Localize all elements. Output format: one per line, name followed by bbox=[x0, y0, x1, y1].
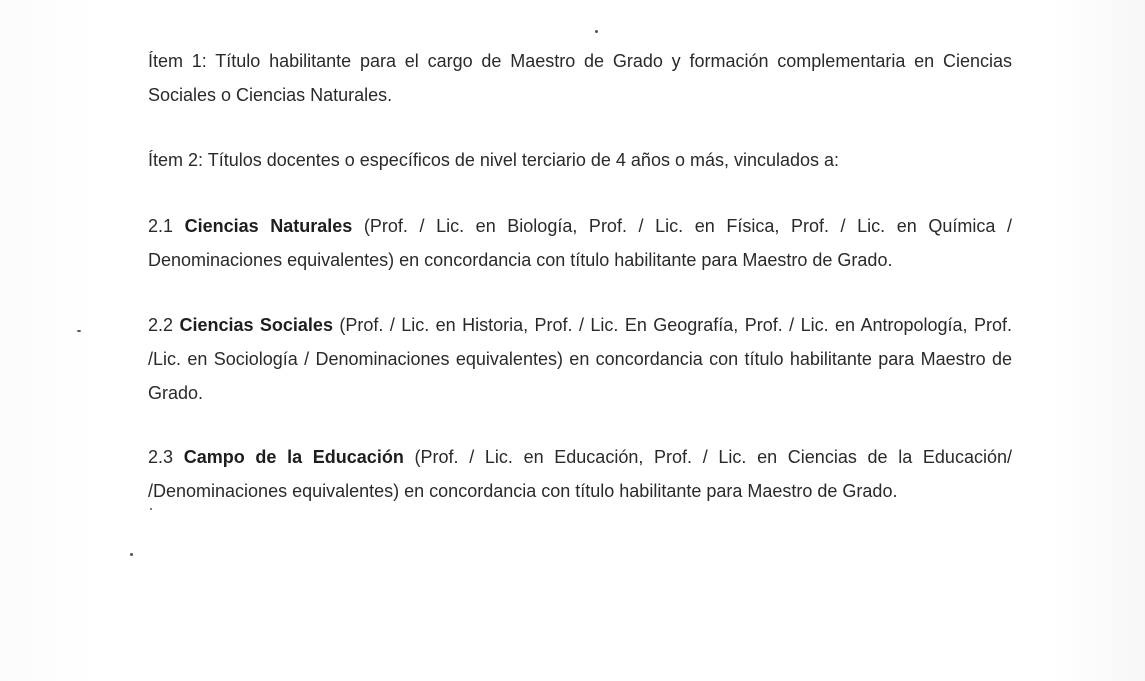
subitem-number: 2.2 bbox=[148, 315, 174, 335]
subitem-number: 2.3 bbox=[148, 447, 174, 467]
subitem-body: (Prof. / Lic. en Biología, Prof. / Lic. en Física, Prof. / Lic. en Química / Denominaciones equivalentes) en concordancia con título habilitante para Maestro de Grado. bbox=[148, 216, 1012, 270]
subitem-2-3-paragraph bbox=[148, 440, 1012, 508]
scan-speck bbox=[150, 508, 152, 510]
item-2-text: Ítem 2: Títulos docentes o específicos de nivel terciario de 4 años o más, vinculados a: bbox=[148, 150, 840, 170]
document-body bbox=[148, 44, 1012, 508]
subitem-body: (Prof. / Lic. en Historia, Prof. / Lic. En Geografía, Prof. / Lic. en Antropología, Prof. /Lic. en Sociología / Denominaciones equivalentes) en concordancia con título habilitante para Maestro de Grado. bbox=[148, 315, 1012, 403]
item-2-paragraph bbox=[148, 143, 1012, 177]
subitem-2-2-paragraph bbox=[148, 308, 1012, 410]
subitem-number: 2.1 bbox=[148, 216, 174, 236]
item-1-paragraph bbox=[148, 44, 1012, 112]
subitem-title: Campo de la Educación bbox=[183, 447, 404, 467]
scan-speck bbox=[595, 30, 598, 33]
item-1-text: Ítem 1: Título habilitante para el cargo de Maestro de Grado y formación complementaria en Ciencias Sociales o Ciencias Naturales. bbox=[148, 51, 1012, 105]
scan-speck bbox=[77, 330, 81, 332]
subitem-title: Ciencias Naturales bbox=[184, 216, 353, 236]
subitem-body: (Prof. / Lic. en Educación, Prof. / Lic. en Ciencias de la Educación/ /Denominaciones equivalentes) en concordancia con título habilitante para Maestro de Grado. bbox=[148, 447, 1012, 501]
subitem-title: Ciencias Sociales bbox=[179, 315, 333, 335]
subitem-2-1-paragraph bbox=[148, 209, 1012, 277]
scan-speck bbox=[130, 553, 133, 556]
